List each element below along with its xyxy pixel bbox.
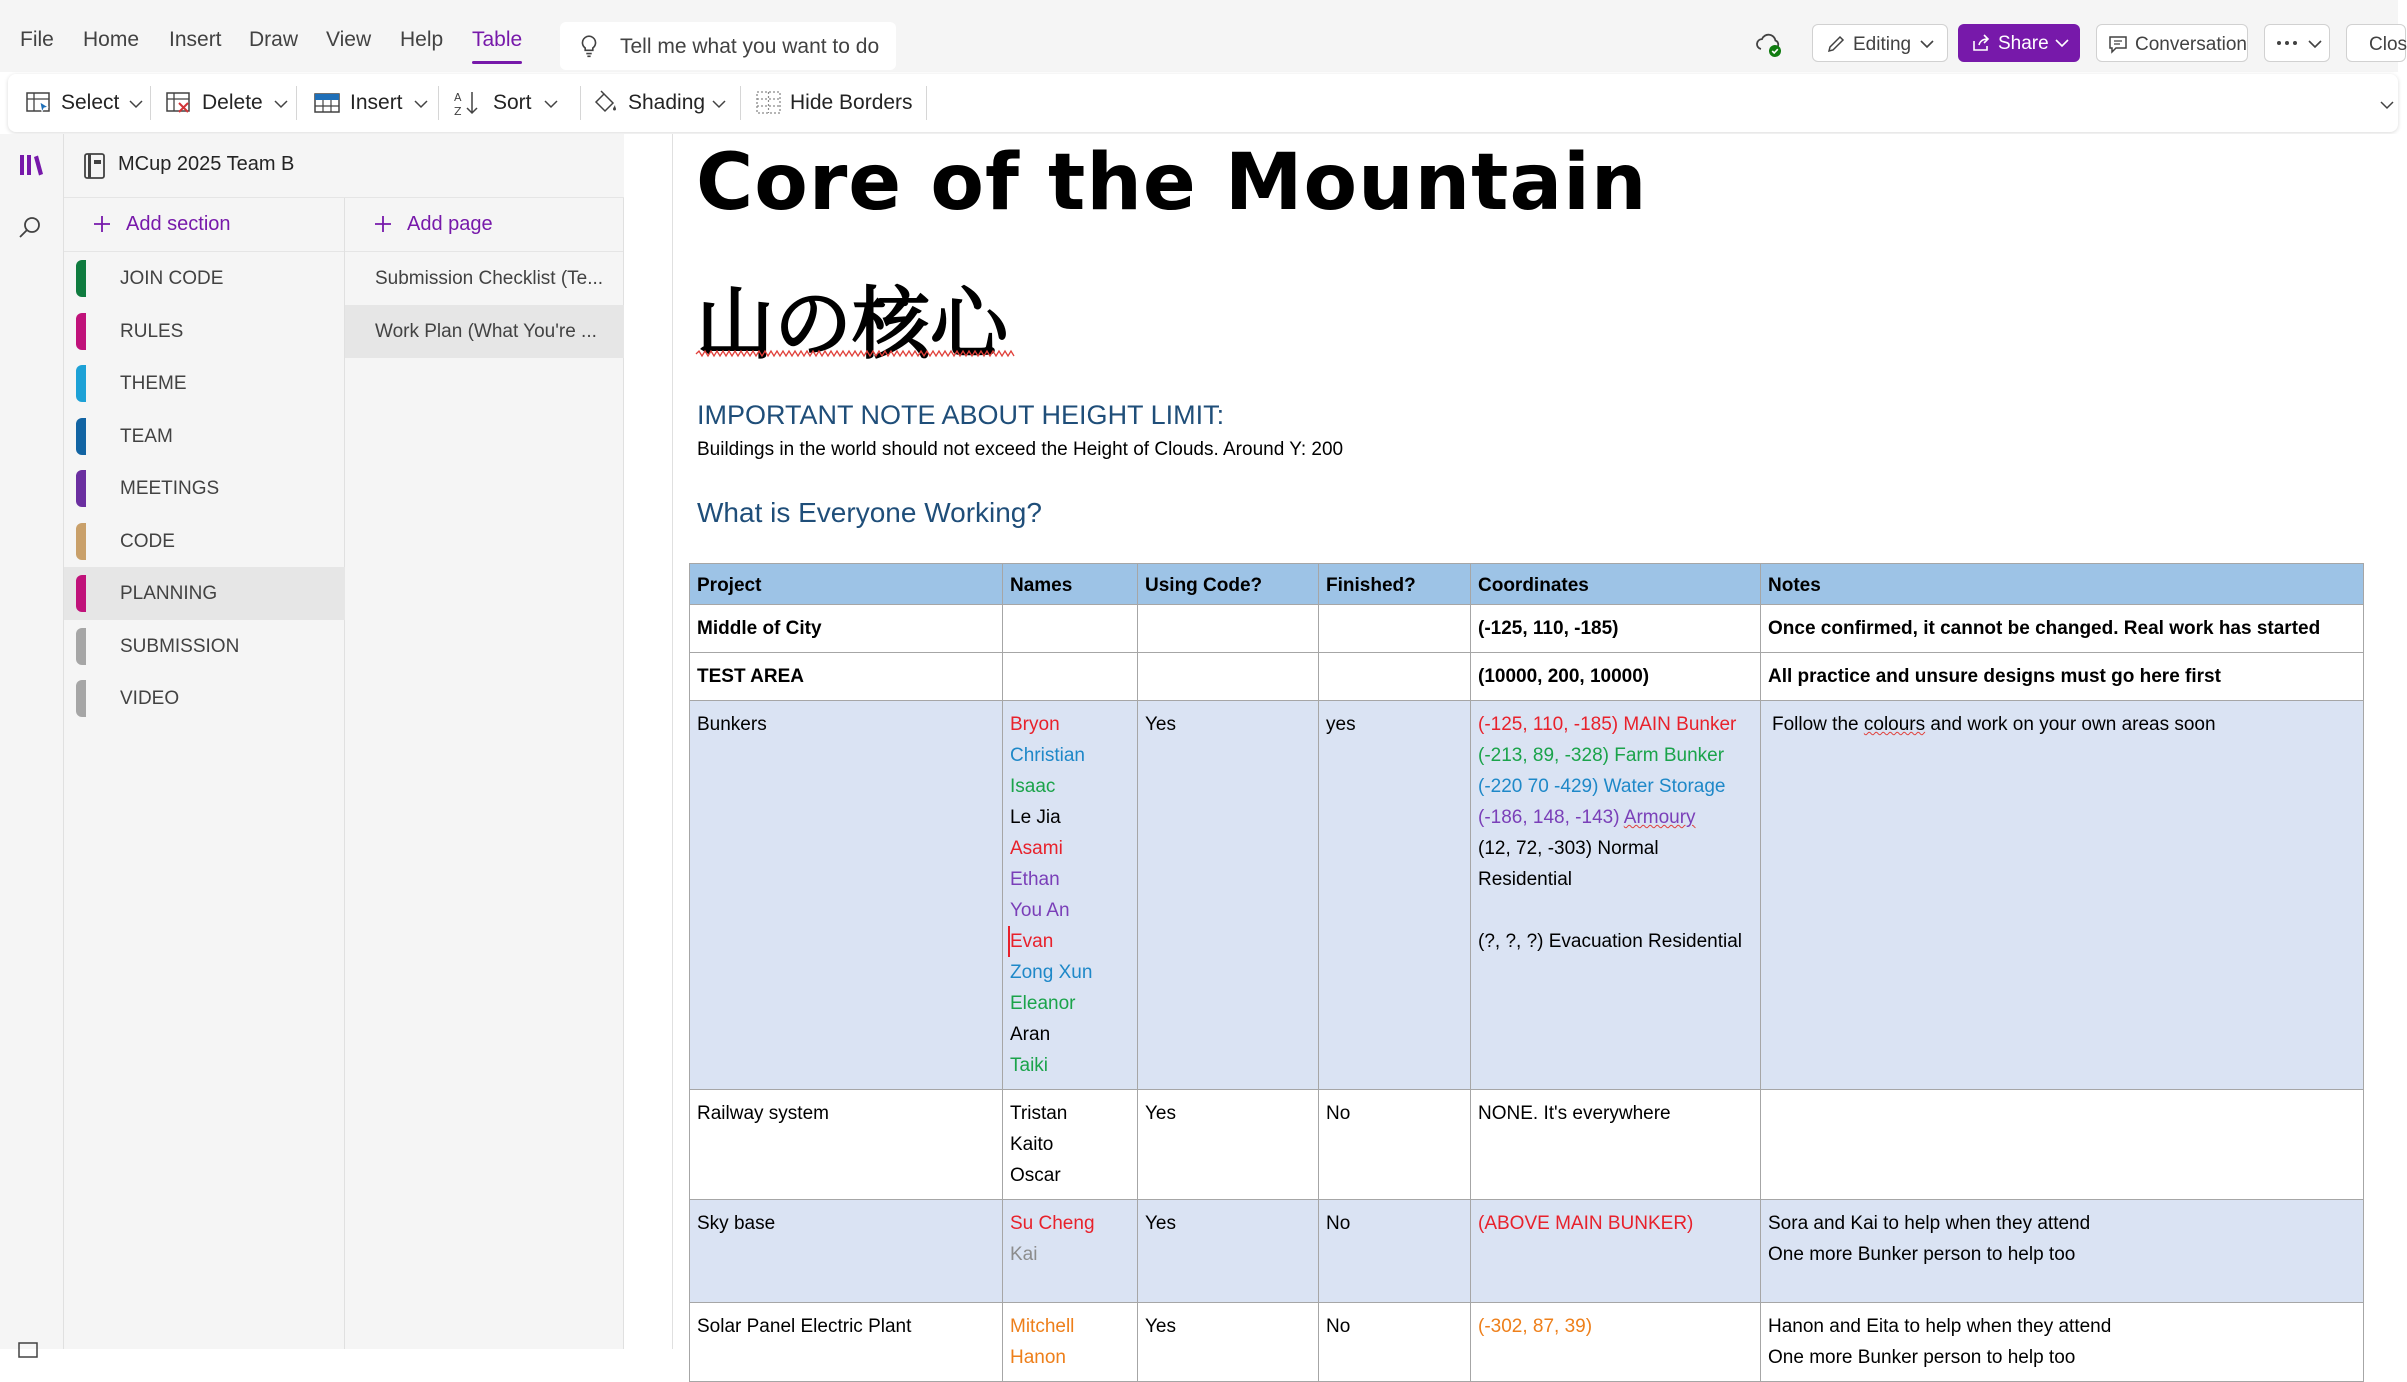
table-insert-icon — [312, 88, 342, 118]
menu-home[interactable]: Home — [83, 28, 140, 51]
table-row — [690, 605, 2364, 653]
name-entry: Kaito — [1010, 1134, 1054, 1155]
section-color-tab — [76, 365, 86, 402]
cell-coordinates[interactable] — [1471, 605, 1761, 653]
section-label: PLANNING — [120, 583, 218, 604]
sort-label: Sort — [493, 91, 532, 114]
plus-icon — [373, 214, 393, 234]
pencil-icon — [1825, 33, 1847, 55]
more-icon — [2275, 39, 2301, 47]
table-delete-icon — [164, 88, 194, 118]
chevron-down-icon — [2307, 37, 2323, 51]
note-line: Sora and Kai to help when they attend — [1768, 1213, 2091, 1234]
page-label: Work Plan (What You're ... — [375, 321, 597, 342]
header-notes[interactable]: Notes — [1761, 564, 2364, 605]
cell-coordinates[interactable] — [1471, 1200, 1761, 1303]
menu-help[interactable]: Help — [400, 28, 444, 51]
search-icon[interactable] — [16, 214, 44, 242]
cell-coordinates[interactable] — [1471, 1090, 1761, 1200]
header-finished[interactable]: Finished? — [1319, 564, 1471, 605]
coordinate-entry: (?, ?, ?) Evacuation Residential — [1478, 931, 1743, 952]
cell-notes[interactable] — [1761, 701, 2364, 1090]
section-label: CODE — [120, 531, 175, 552]
section-item[interactable] — [64, 567, 345, 620]
blank-line — [1478, 895, 1754, 926]
section-label: TEAM — [120, 426, 173, 447]
cell-names[interactable] — [1003, 653, 1138, 701]
section-item[interactable] — [64, 305, 345, 358]
ribbon-divider — [926, 86, 927, 120]
section-color-tab — [76, 523, 86, 560]
delete-label: Delete — [202, 91, 263, 114]
note-line: Hanon and Eita to help when they attend — [1768, 1316, 2112, 1337]
cell-notes[interactable] — [1761, 605, 2364, 653]
chevron-down-icon — [274, 99, 288, 109]
header-project[interactable]: Project — [690, 564, 1003, 605]
coordinate-entry: NONE. It's everywhere — [1478, 1103, 1671, 1124]
coordinate-entry: (-302, 87, 39) — [1478, 1316, 1593, 1337]
name-entry: Evan — [1008, 926, 1131, 957]
left-rail — [0, 134, 64, 1349]
insert-button[interactable] — [312, 74, 436, 132]
note-line: All practice and unsure designs must go here first — [1768, 666, 2221, 687]
page-title[interactable]: Core of the Mountain — [696, 138, 1648, 228]
spelling-flag: colours — [1863, 714, 1926, 735]
section-label: SUBMISSION — [120, 636, 240, 657]
table-select-icon — [24, 88, 54, 118]
section-label: VIDEO — [120, 688, 180, 709]
svg-text:Z: Z — [454, 105, 462, 118]
section-color-tab — [76, 628, 86, 665]
section-list — [64, 198, 345, 1349]
section-item[interactable] — [64, 620, 345, 673]
lightbulb-icon — [576, 33, 602, 59]
name-entry: Tristan — [1010, 1103, 1068, 1124]
close-label: Clos — [2369, 34, 2407, 55]
cell-names[interactable] — [1003, 1200, 1138, 1303]
menu-view[interactable]: View — [326, 28, 372, 51]
chevron-down-icon — [2054, 36, 2070, 50]
conversation-label: Conversation — [2135, 34, 2247, 55]
table-header-row — [690, 564, 2364, 605]
section-color-tab — [76, 680, 86, 717]
table-row — [690, 1090, 2364, 1200]
cell-names[interactable] — [1003, 701, 1138, 1090]
spelling-flag: Armoury — [1623, 807, 1696, 828]
coordinate-entry: (-220 70 -429) Water Storage — [1478, 776, 1726, 797]
note-line: Once confirmed, it cannot be changed. Real work has started — [1768, 618, 2321, 639]
svg-text:A: A — [454, 91, 462, 104]
page-item[interactable] — [345, 252, 624, 305]
menu-table[interactable]: Table — [472, 28, 523, 51]
notebook-icon — [82, 152, 108, 180]
section-color-tab — [76, 470, 86, 507]
cell-finished[interactable] — [1319, 653, 1471, 701]
cell-finished[interactable]: No — [1319, 1090, 1471, 1200]
ribbon-divider — [296, 86, 297, 120]
section-item[interactable] — [64, 410, 345, 463]
notebooks-icon[interactable] — [18, 152, 46, 178]
cell-notes[interactable] — [1761, 653, 2364, 701]
chevron-down-icon — [129, 99, 143, 109]
add-page-button[interactable] — [345, 198, 623, 252]
note-line: One more Bunker person to help too — [1768, 1347, 2076, 1368]
conversation-button[interactable] — [2096, 24, 2248, 62]
name-entry: Su Cheng — [1010, 1213, 1095, 1234]
editing-mode-button[interactable] — [1812, 24, 1948, 62]
add-page-label: Add page — [407, 213, 493, 235]
name-entry: Le Jia — [1010, 807, 1061, 828]
cell-coordinates[interactable] — [1471, 653, 1761, 701]
share-label: Share — [1998, 33, 2049, 54]
section-item[interactable] — [64, 357, 345, 410]
table-row — [690, 653, 2364, 701]
select-label: Select — [61, 91, 120, 114]
section-label: MEETINGS — [120, 478, 220, 499]
cell-finished[interactable]: No — [1319, 1200, 1471, 1303]
ribbon-divider — [438, 86, 439, 120]
cell-coordinates[interactable] — [1471, 1303, 1761, 1382]
comment-icon — [2107, 33, 2129, 55]
share-icon — [1970, 32, 1992, 54]
cell-using-code[interactable]: Yes — [1138, 1303, 1319, 1382]
cell-project[interactable]: Solar Panel Electric Plant — [690, 1303, 1003, 1382]
name-entry: Isaac — [1010, 776, 1056, 797]
ribbon-expand-icon[interactable] — [2380, 100, 2394, 110]
name-entry: Christian — [1010, 745, 1085, 766]
cell-using-code[interactable]: Yes — [1138, 1090, 1319, 1200]
spelling-underline — [696, 350, 1014, 358]
height-limit-text[interactable]: Buildings in the world should not exceed the Height of Clouds. Around Y: 200 — [697, 439, 1344, 460]
cell-finished[interactable] — [1319, 605, 1471, 653]
table-row — [690, 701, 2364, 1090]
menu-insert[interactable]: Insert — [169, 28, 222, 51]
insert-label: Insert — [350, 91, 403, 114]
ribbon-divider — [740, 86, 741, 120]
work-heading[interactable]: What is Everyone Working? — [697, 497, 1042, 528]
plus-icon — [92, 214, 112, 234]
ribbon-divider — [150, 86, 151, 120]
cell-project[interactable]: Sky base — [690, 1200, 1003, 1303]
name-entry: Hanon — [1010, 1347, 1066, 1368]
cell-project[interactable]: Railway system — [690, 1090, 1003, 1200]
hide-borders-button[interactable] — [754, 74, 924, 132]
header-using-code[interactable]: Using Code? — [1138, 564, 1319, 605]
hide-borders-label: Hide Borders — [790, 91, 913, 114]
paint-bucket-icon — [590, 88, 620, 118]
table-row — [690, 1303, 2364, 1382]
cell-project[interactable]: TEST AREA — [690, 653, 1003, 701]
add-section-label: Add section — [126, 213, 231, 235]
cell-names[interactable] — [1003, 605, 1138, 653]
section-item[interactable] — [64, 515, 345, 568]
name-entry: Oscar — [1010, 1165, 1061, 1186]
collapse-panel-icon[interactable] — [18, 1342, 38, 1352]
editing-label: Editing — [1853, 34, 1912, 55]
page-title-japanese[interactable]: 山の核心 — [696, 280, 1009, 370]
section-color-tab — [76, 313, 86, 350]
table-ribbon — [8, 74, 2398, 132]
sync-status-icon[interactable] — [1754, 30, 1784, 60]
page-item[interactable] — [345, 305, 624, 358]
name-entry: Zong Xun — [1010, 962, 1093, 983]
table-row — [690, 1200, 2364, 1303]
coordinate-entry: (-186, 148, -143) Armoury — [1478, 807, 1696, 828]
section-color-tab — [76, 418, 86, 455]
header-names[interactable]: Names — [1003, 564, 1138, 605]
header-coordinates[interactable]: Coordinates — [1471, 564, 1761, 605]
page-label: Submission Checklist (Te... — [375, 268, 604, 289]
section-item[interactable] — [64, 252, 345, 305]
section-color-tab — [76, 260, 86, 297]
cell-using-code[interactable] — [1138, 605, 1319, 653]
name-entry: Aran — [1010, 1024, 1051, 1045]
name-entry: Taiki — [1010, 1055, 1049, 1076]
tell-me-placeholder: Tell me what you want to do — [620, 35, 880, 58]
more-options-button[interactable] — [2264, 24, 2330, 62]
cell-names[interactable] — [1003, 1090, 1138, 1200]
coordinate-entry: (12, 72, -303) Normal Residential — [1478, 838, 1659, 890]
name-entry: Asami — [1010, 838, 1063, 859]
menu-draw[interactable]: Draw — [249, 28, 299, 51]
cell-notes[interactable] — [1761, 1303, 2364, 1382]
cell-using-code[interactable]: Yes — [1138, 1200, 1319, 1303]
menu-bar — [0, 0, 2407, 72]
cell-names[interactable] — [1003, 1303, 1138, 1382]
close-button[interactable] — [2346, 24, 2406, 62]
menu-file[interactable]: File — [20, 28, 54, 51]
borders-icon — [754, 88, 784, 118]
section-label: THEME — [120, 373, 187, 394]
chevron-down-icon — [544, 99, 558, 109]
name-entry: Kai — [1010, 1244, 1038, 1265]
cell-notes[interactable] — [1761, 1200, 2364, 1303]
section-item[interactable] — [64, 462, 345, 515]
coordinate-entry: (-125, 110, -185) — [1478, 618, 1619, 639]
cell-project[interactable]: Bunkers — [690, 701, 1003, 1090]
work-plan-table[interactable] — [689, 563, 2364, 1382]
name-entry: Eleanor — [1010, 993, 1076, 1014]
name-entry: Mitchell — [1010, 1316, 1075, 1337]
note-line: Follow the colours and work on your own areas soon — [1772, 714, 2216, 735]
section-color-tab — [76, 575, 86, 612]
cell-using-code[interactable] — [1138, 653, 1319, 701]
shading-label: Shading — [628, 91, 706, 114]
delete-button[interactable] — [164, 74, 294, 132]
share-button[interactable] — [1958, 24, 2080, 62]
note-line: One more Bunker person to help too — [1768, 1244, 2076, 1265]
coordinate-entry: (-213, 89, -328) Farm Bunker — [1478, 745, 1725, 766]
notebook-header[interactable] — [64, 134, 624, 198]
name-entry: You An — [1010, 900, 1070, 921]
section-item[interactable] — [64, 672, 345, 725]
add-section-button[interactable] — [64, 198, 344, 252]
sort-button[interactable] — [452, 74, 576, 132]
chevron-down-icon — [1919, 37, 1935, 51]
cell-finished[interactable]: yes — [1319, 701, 1471, 1090]
coordinate-entry: (10000, 200, 10000) — [1478, 666, 1650, 687]
chevron-down-icon — [414, 99, 428, 109]
ribbon-divider — [580, 86, 581, 120]
cell-using-code[interactable]: Yes — [1138, 701, 1319, 1090]
notebook-title: MCup 2025 Team B — [118, 153, 295, 175]
coordinate-entry: (ABOVE MAIN BUNKER) — [1478, 1213, 1694, 1234]
cell-project[interactable]: Middle of City — [690, 605, 1003, 653]
section-label: RULES — [120, 321, 184, 342]
tell-me-search[interactable] — [560, 22, 896, 70]
page-list — [345, 198, 624, 1349]
cell-finished[interactable]: No — [1319, 1303, 1471, 1382]
canvas-margin-line — [672, 134, 673, 1349]
section-label: JOIN CODE — [120, 268, 224, 289]
chevron-down-icon — [712, 99, 726, 109]
name-entry: Bryon — [1010, 714, 1060, 735]
cell-coordinates[interactable] — [1471, 701, 1761, 1090]
height-limit-heading[interactable]: IMPORTANT NOTE ABOUT HEIGHT LIMIT: — [697, 400, 1225, 430]
name-entry: Ethan — [1010, 869, 1060, 890]
coordinate-entry: (-125, 110, -185) MAIN Bunker — [1478, 714, 1737, 735]
sort-az-icon — [452, 88, 482, 118]
cell-notes[interactable] — [1761, 1090, 2364, 1200]
shading-button[interactable] — [586, 74, 732, 132]
select-button[interactable] — [24, 74, 150, 132]
